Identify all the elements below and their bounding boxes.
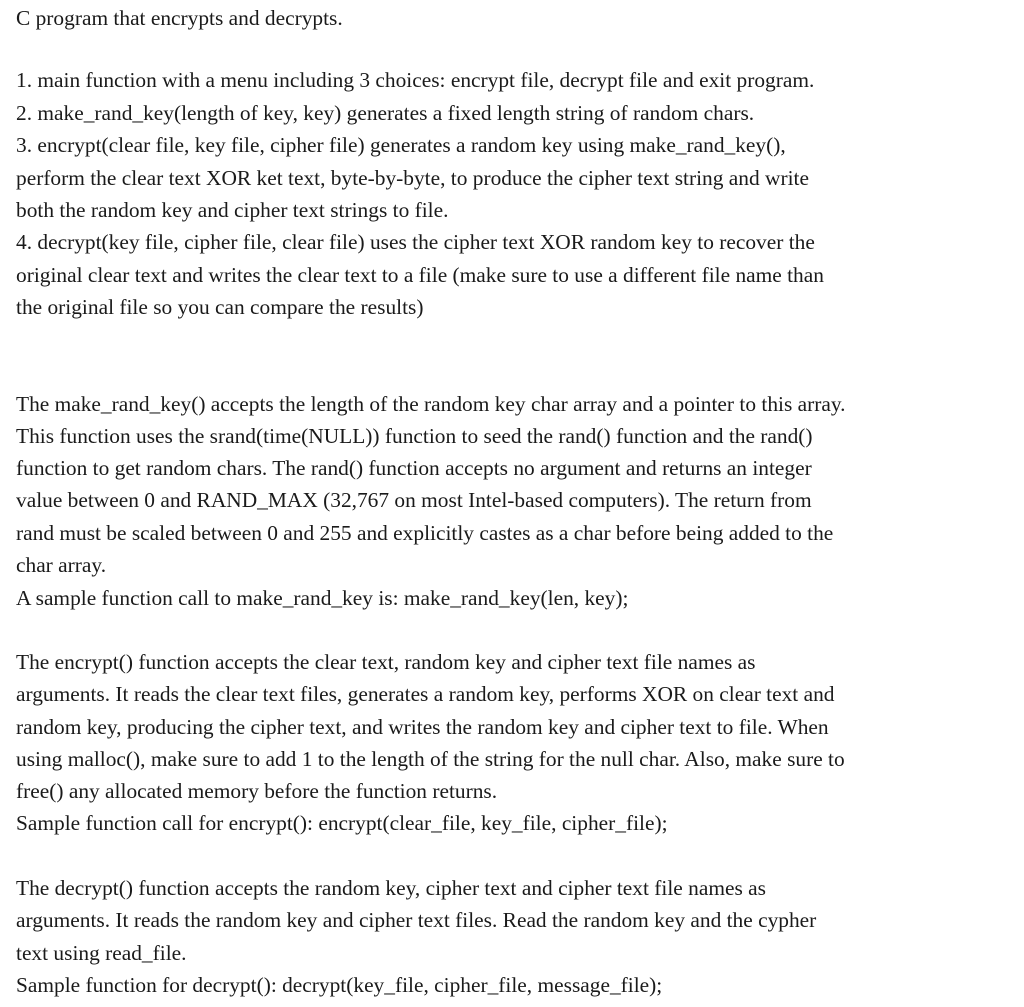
requirement-4-line-3: the original file so you can compare the results) (16, 295, 424, 319)
sample-call-encrypt: Sample function call for encrypt(): encrypt(clear_file, key_file, cipher_file); (16, 811, 668, 835)
paragraph-line: free() any allocated memory before the function returns. (16, 779, 498, 803)
paragraph-line: char array. (16, 553, 107, 577)
paragraph-line: using malloc(), make sure to add 1 to the length of the string for the null char. Also, make sure to (16, 747, 845, 771)
paragraph-line: text using read_file. (16, 941, 187, 965)
paragraph-line: The decrypt() function accepts the random key, cipher text and cipher text file names as (16, 876, 766, 900)
requirement-3-line-3: both the random key and cipher text strings to file. (16, 198, 449, 222)
requirement-1: 1. main function with a menu including 3 choices: encrypt file, decrypt file and exit program. (16, 68, 815, 92)
paragraph-line: arguments. It reads the clear text files, generates a random key, performs XOR on clear text and (16, 682, 835, 706)
requirement-2: 2. make_rand_key(length of key, key) generates a fixed length string of random chars. (16, 101, 755, 125)
requirement-3-line-1: 3. encrypt(clear file, key file, cipher file) generates a random key using make_rand_key(), (16, 133, 786, 157)
paragraph-line: The make_rand_key() accepts the length of the random key char array and a pointer to this array. (16, 392, 846, 416)
paragraph-line: rand must be scaled between 0 and 255 and explicitly castes as a char before being added to the (16, 521, 834, 545)
paragraph-line: arguments. It reads the random key and cipher text files. Read the random key and the cypher (16, 908, 817, 932)
paragraph-line: The encrypt() function accepts the clear text, random key and cipher text file names as (16, 650, 756, 674)
paragraph-line: This function uses the srand(time(NULL)) function to seed the rand() function and the rand() (16, 424, 813, 448)
document-title: C program that encrypts and decrypts. (16, 6, 343, 30)
paragraph-line: value between 0 and RAND_MAX (32,767 on most Intel-based computers). The return from (16, 488, 812, 512)
sample-call-decrypt: Sample function for decrypt(): decrypt(key_file, cipher_file, message_file); (16, 973, 663, 997)
paragraph-line: function to get random chars. The rand() function accepts no argument and returns an integer (16, 456, 812, 480)
paragraph-line: random key, producing the cipher text, and writes the random key and cipher text to file. When (16, 715, 829, 739)
requirement-4-line-1: 4. decrypt(key file, cipher file, clear file) uses the cipher text XOR random key to recover the (16, 230, 815, 254)
requirement-3-line-2: perform the clear text XOR ket text, byte-by-byte, to produce the cipher text string and write (16, 166, 809, 190)
requirement-4-line-2: original clear text and writes the clear text to a file (make sure to use a different file name than (16, 263, 824, 287)
sample-call-make-rand-key: A sample function call to make_rand_key is: make_rand_key(len, key); (16, 586, 629, 610)
